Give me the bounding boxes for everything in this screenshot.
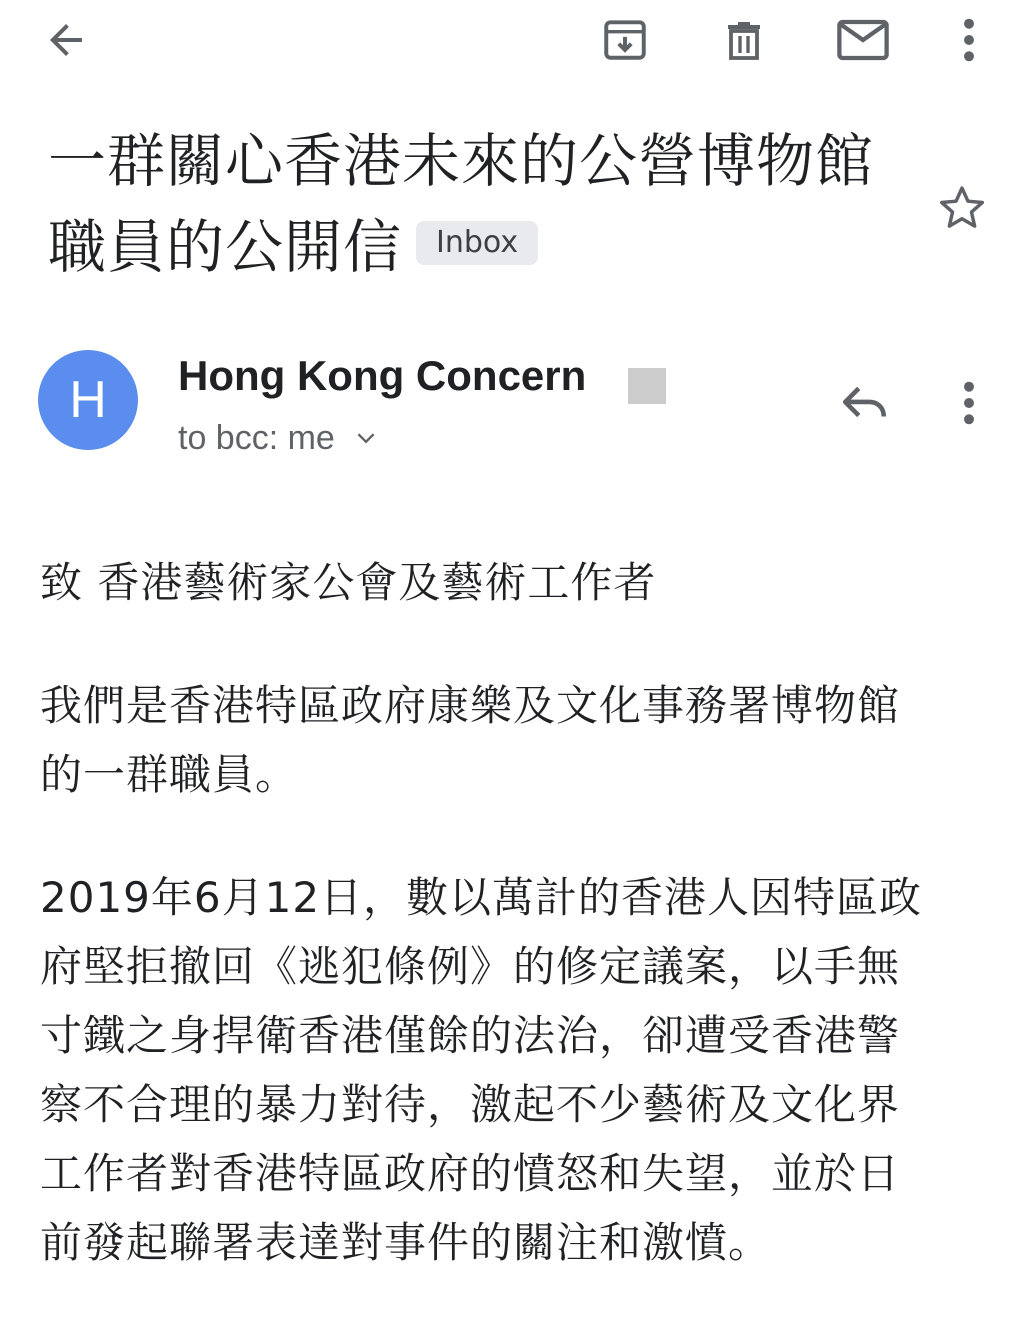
subject-area (48, 118, 908, 290)
more-options-button[interactable] (941, 12, 997, 68)
back-button[interactable] (38, 12, 94, 68)
archive-button[interactable] (597, 12, 653, 68)
para2-line: 府堅拒撤回《逃犯條例》的修定議案，以手無 (40, 942, 901, 991)
body-paragraph-2 (40, 863, 990, 1277)
star-icon (936, 182, 988, 234)
para1-line: 的一群職員。 (40, 750, 299, 799)
para2-line: 前發起聯署表達對事件的關注和激憤。 (40, 1218, 772, 1267)
arrow-left-icon (42, 16, 90, 64)
salutation (40, 548, 990, 617)
inbox-label-badge[interactable]: Inbox (416, 221, 538, 265)
mail-icon (836, 17, 890, 63)
para1-line: 我們是香港特區政府康樂及文化事務署博物館 (40, 681, 901, 730)
recipient-details-toggle[interactable] (178, 416, 379, 460)
para2-line: 察不合理的暴力對待，激起不少藝術及文化界 (40, 1080, 901, 1129)
more-vert-icon (961, 380, 977, 426)
sender-header (0, 346, 1024, 456)
subject-line-2: 職員的公開信 (48, 213, 403, 281)
para2-line: 2019年6月12日，數以萬計的香港人因特區政 (40, 873, 923, 922)
reply-button[interactable] (836, 374, 894, 432)
body-paragraph-1 (40, 671, 990, 809)
delete-button[interactable] (716, 12, 772, 68)
sender-name[interactable]: Hong Kong Concern (178, 352, 587, 399)
subject-line-1: 一群關心香港未來的公營博物館 (48, 127, 875, 195)
salutation-text: 致 香港藝術家公會及藝術工作者 (40, 558, 657, 607)
email-body (40, 548, 990, 1277)
redacted-block (628, 368, 666, 404)
trash-icon (720, 15, 768, 65)
archive-icon (600, 15, 650, 65)
top-toolbar (0, 0, 1024, 82)
sender-avatar[interactable]: H (38, 350, 138, 450)
para2-line: 寸鐵之身捍衛香港僅餘的法治，卻遭受香港警 (40, 1011, 901, 1060)
message-more-button[interactable] (940, 374, 998, 432)
para2-line: 工作者對香港特區政府的憤怒和失望，並於日 (40, 1149, 901, 1198)
mark-unread-button[interactable] (835, 12, 891, 68)
more-vert-icon (961, 17, 977, 63)
recipient-text: to bcc: me (178, 419, 335, 457)
chevron-down-icon (353, 425, 379, 451)
email-subject (48, 118, 908, 290)
star-button[interactable] (932, 178, 992, 238)
reply-icon (840, 381, 890, 425)
